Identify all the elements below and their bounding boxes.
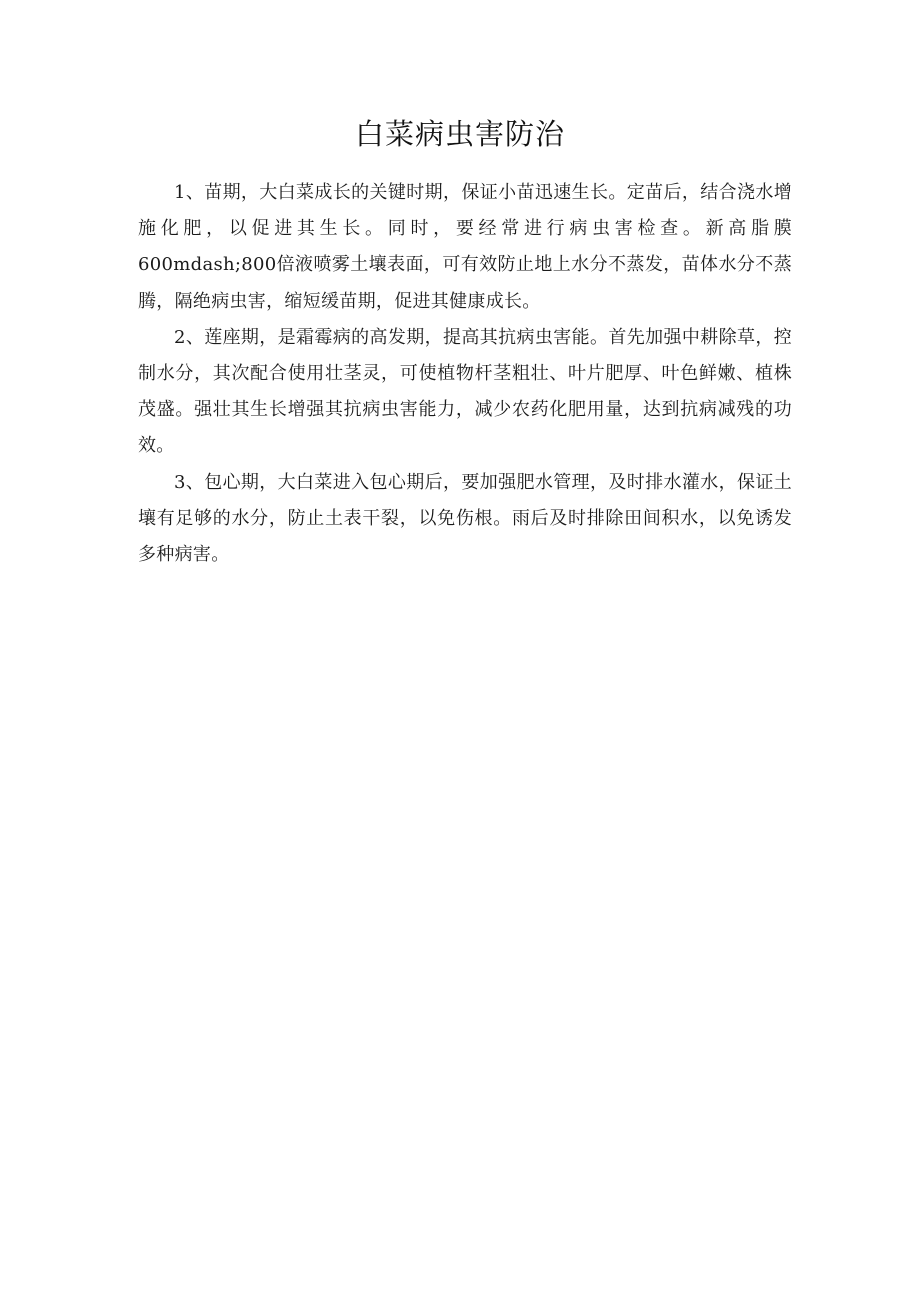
document-title: 白菜病虫害防治 [354,117,565,151]
paragraph-heading-stage: 3、包心期，大白菜进入包心期后，要加强肥水管理，及时排水灌水，保证土壤有足够的水分，防止土表干裂，以免伤根。雨后及时排除田间积水，以免诱发多种病害。 [138,471,792,566]
paragraph-rosette-stage: 2、莲座期，是霜霉病的高发期，提高其抗病虫害能。首先加强中耕除草，控制水分，其次配合使用壮茎灵，可使植物杆茎粗壮、叶片肥厚、叶色鲜嫩、植株茂盛。强壮其生长增强其抗病虫害能力，减少农药化肥用量，达到抗病减残的功效。 [138,326,792,457]
paragraph-seedling-stage: 1、苗期，大白菜成长的关键时期，保证小苗迅速生长。定苗后，结合浇水增施化肥，以促进其生长。同时，要经常进行病虫害检查。新高脂膜600mdash;800倍液喷雾土壤表面，可有效防止地上水分不蒸发，苗体水分不蒸腾，隔绝病虫害，缩短缓苗期，促进其健康成长。 [138,182,792,312]
document-body [138,175,792,573]
